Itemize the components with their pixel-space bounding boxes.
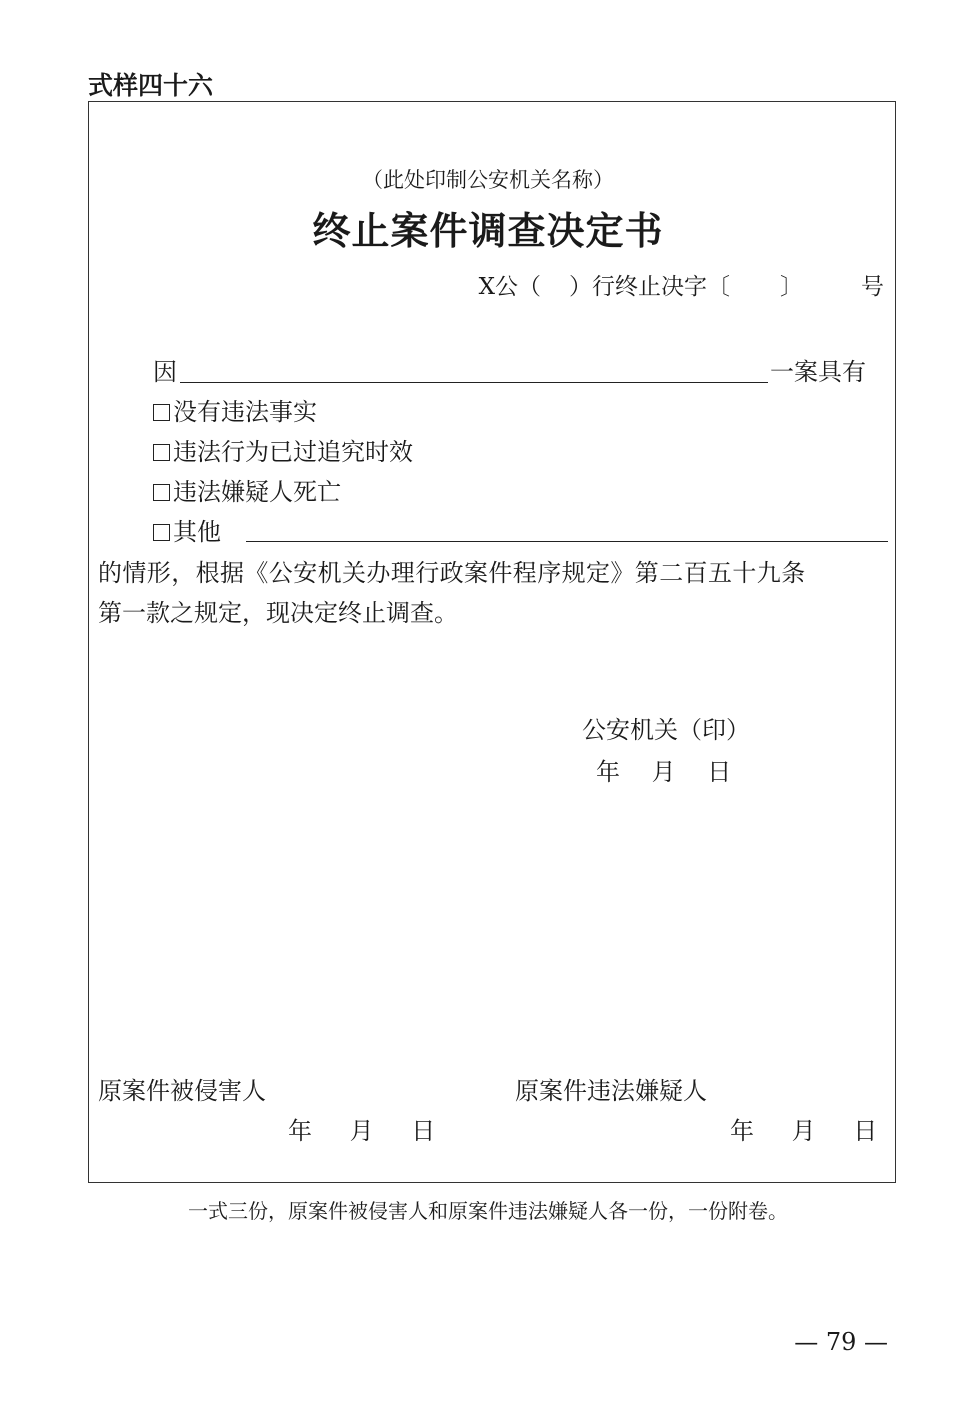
suspect-date: 年 月 日: [730, 1117, 881, 1145]
legal-basis-line-2: 第一款之规定，现决定终止调查。: [98, 599, 458, 627]
doc-number-bracket-close: 〕: [780, 274, 803, 300]
page-number: — 79 —: [794, 1328, 888, 1356]
document-frame: [88, 101, 896, 1183]
suspect-label: 原案件违法嫌疑人: [515, 1077, 707, 1105]
option-statute-expired: [153, 432, 413, 467]
form-label: 式样四十六: [88, 71, 214, 100]
because-tail: 一案具有: [770, 358, 866, 386]
option-label: 其他: [173, 518, 221, 546]
issuer-date: 年 月 日: [596, 758, 735, 786]
legal-basis-line-1: 的情形，根据《公安机关办理行政案件程序规定》第二百五十九条: [98, 559, 806, 587]
checkbox: [153, 524, 170, 541]
document-number: [479, 268, 884, 301]
case-name-blank: [180, 382, 768, 383]
because-lead: 因: [153, 358, 177, 386]
option-no-violation: [153, 392, 317, 427]
doc-number-suffix: 号: [861, 274, 884, 300]
checkbox: [153, 404, 170, 421]
document-title: 终止案件调查决定书: [312, 208, 664, 253]
doc-number-mid: ）行终止决字〔: [569, 274, 730, 300]
doc-number-prefix: X公（: [478, 274, 541, 300]
issuer-seal-label: 公安机关（印）: [582, 716, 750, 744]
other-blank: [246, 541, 888, 542]
copies-footnote: 一式三份，原案件被侵害人和原案件违法嫌疑人各一份，一份附卷。: [188, 1199, 788, 1223]
option-label: 没有违法事实: [173, 398, 317, 426]
victim-date: 年 月 日: [288, 1117, 439, 1145]
option-suspect-deceased: [153, 472, 341, 507]
option-other: [153, 512, 221, 547]
checkbox: [153, 484, 170, 501]
option-label: 违法行为已过追究时效: [173, 438, 413, 466]
victim-label: 原案件被侵害人: [98, 1077, 266, 1105]
checkbox: [153, 444, 170, 461]
option-label: 违法嫌疑人死亡: [173, 478, 341, 506]
org-name-placeholder: （此处印制公安机关名称）: [362, 168, 614, 192]
